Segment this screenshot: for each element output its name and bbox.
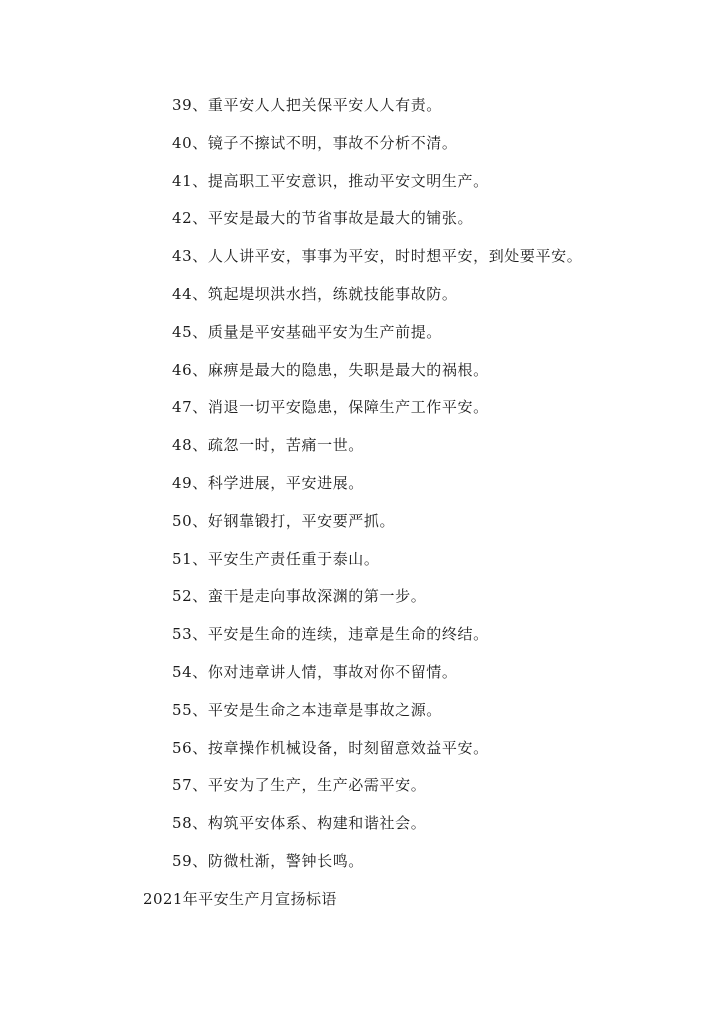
slogan-item: 41、提高职工平安意识，推动平安文明生产。 — [172, 171, 489, 190]
slogan-item: 56、按章操作机械设备，时刻留意效益平安。 — [172, 738, 489, 757]
slogan-item: 47、消退一切平安隐患，保障生产工作平安。 — [172, 398, 489, 417]
slogan-item: 50、好钢靠锻打，平安要严抓。 — [172, 511, 396, 530]
slogan-item: 54、你对违章讲人情，事故对你不留情。 — [172, 662, 458, 681]
slogan-item: 58、构筑平安体系、构建和谐社会。 — [172, 814, 427, 833]
slogan-item: 51、平安生产责任重于泰山。 — [172, 549, 380, 568]
section-title: 2021年平安生产月宣扬标语 — [143, 890, 337, 908]
slogan-item: 59、防微杜渐，警钟长鸣。 — [172, 851, 364, 870]
slogan-item: 46、麻痹是最大的隐患，失职是最大的祸根。 — [172, 360, 489, 379]
slogan-item: 55、平安是生命之本违章是事故之源。 — [172, 700, 442, 719]
slogan-item: 42、平安是最大的节省事故是最大的铺张。 — [172, 209, 474, 228]
slogan-item: 45、质量是平安基础平安为生产前提。 — [172, 322, 442, 341]
slogan-item: 44、筑起堤坝洪水挡，练就技能事故防。 — [172, 284, 458, 303]
slogan-item: 39、重平安人人把关保平安人人有责。 — [172, 96, 442, 114]
slogan-item: 48、疏忽一时，苦痛一世。 — [172, 436, 364, 455]
slogan-item: 43、人人讲平安，事事为平安，时时想平安，到处要平安。 — [172, 247, 583, 266]
slogan-item: 49、科学进展，平安进展。 — [172, 473, 364, 492]
slogan-list — [172, 94, 582, 888]
slogan-item: 40、镜子不擦试不明，事故不分析不清。 — [172, 133, 458, 152]
slogan-item: 53、平安是生命的连续，违章是生命的终结。 — [172, 625, 489, 644]
slogan-item: 57、平安为了生产，生产必需平安。 — [172, 776, 427, 795]
slogan-item: 52、蛮干是走向事故深渊的第一步。 — [172, 587, 427, 606]
